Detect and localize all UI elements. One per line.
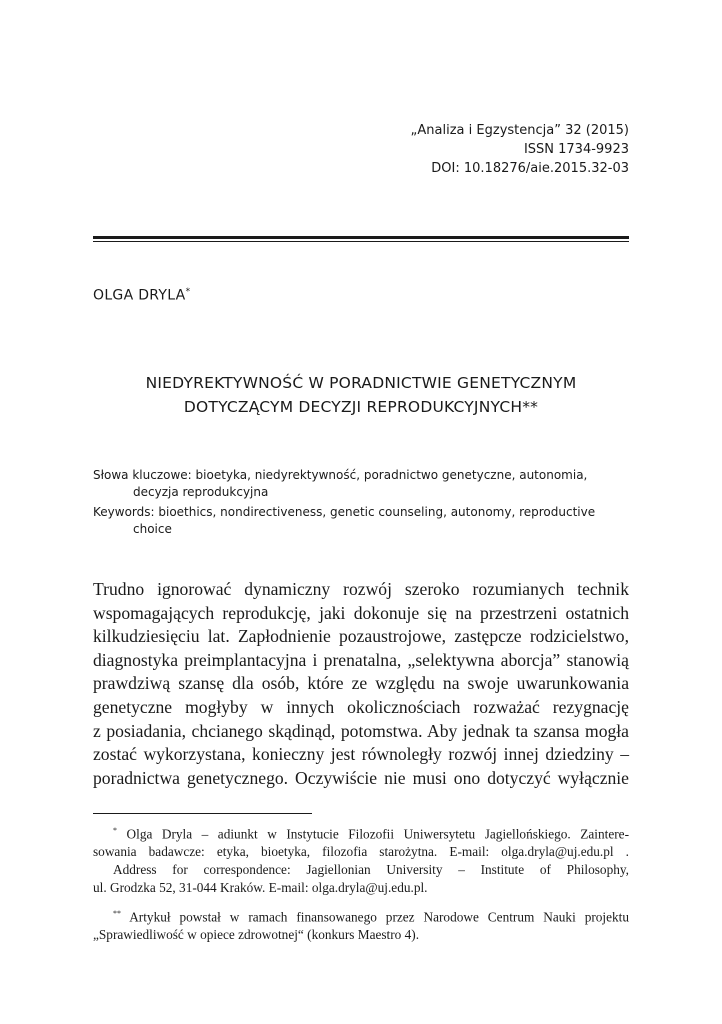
footnote-2-line-2: „Sprawiedliwość w opiece zdrowotnej“ (konkurs Maestro 4). — [93, 927, 420, 943]
author-name-text: OLGA DRYLA — [93, 287, 186, 304]
article-title — [93, 371, 629, 419]
footnote-2-line-1-text: Artykuł powstał w ramach finansowanego przez Narodowe Centrum Nauki projektu — [129, 909, 630, 925]
body-line: wspomagających reprodukcję, jaki dokonuje się na przestrzeni ostatnich — [93, 602, 629, 623]
header-rule-thin — [93, 241, 629, 242]
body-line: diagnostyka preimplantacyjna i prenatalna, „selektywna aborcja” stanowią — [93, 649, 629, 670]
keywords-en-line-2: choice — [133, 522, 172, 536]
keywords-pl-line-2: decyzja reprodukcyjna — [133, 485, 269, 499]
journal-header — [410, 121, 629, 178]
title-line-1: NIEDYREKTYWNOŚĆ W PORADNICTWIE GENETYCZNYM — [145, 374, 577, 392]
footnote-1-line-1 — [93, 822, 629, 843]
journal-citation: „Analiza i Egzystencja” 32 (2015) — [410, 123, 629, 138]
author-footnote-mark[interactable]: * — [185, 287, 191, 297]
footnote-1-mark: * — [113, 826, 117, 835]
keywords-en-line-1: Keywords: bioethics, nondirectiveness, genetic counseling, autonomy, reproductive — [93, 505, 596, 519]
body-line: Trudno ignorować dynamiczny rozwój szeroko rozumianych technik — [93, 579, 629, 599]
body-line: kilkudziesięciu lat. Zapłodnienie pozaustrojowe, zastępcze rodzicielstwo, — [93, 626, 629, 647]
body-line: z posiadania, chcianego skądinąd, potomstwa. Aby jednak ta szansa mogła — [93, 720, 629, 741]
keywords-pl-line-1: Słowa kluczowe: bioetyka, niedyrektywność, poradnictwo genetyczne, autonomia, — [93, 468, 588, 482]
header-rule-thick — [93, 236, 629, 239]
author-name — [93, 287, 190, 304]
footnote-separator — [93, 813, 312, 814]
body-line: genetyczne mogłyby w innych okolicznościach rozważać rezygnację — [93, 696, 629, 717]
footnote-2 — [93, 905, 629, 944]
keywords-polish — [93, 467, 629, 501]
title-line-2: DOTYCZĄCYM DECYZJI REPRODUKCYJNYCH** — [183, 398, 539, 416]
body-line: zostać wykorzystana, konieczny jest równoległy rozwój innej dziedziny – — [93, 744, 629, 765]
journal-doi: DOI: 10.18276/aie.2015.32-03 — [431, 161, 629, 176]
journal-issn: ISSN 1734-9923 — [523, 142, 629, 157]
footnote-2-mark: ** — [113, 909, 121, 918]
footnote-2-line-1 — [93, 905, 629, 926]
keywords-english — [93, 504, 629, 538]
footnote-1-line-3: Address for correspondence: Jagiellonian University – Institute of Philosophy, — [113, 862, 629, 878]
footnote-1-line-1-text: Olga Dryla – adiunkt w Instytucie Filozofii Uniwersytetu Jagiellońskiego. Zaintere- — [126, 826, 629, 842]
footnote-1-line-2: sowania badawcze: etyka, bioetyka, filozofia starożytna. E-mail: olga.dryla@uj.edu.pl . — [93, 844, 629, 860]
footnote-1-line-4: ul. Grodzka 52, 31-044 Kraków. E-mail: olga.dryla@uj.edu.pl. — [93, 880, 428, 896]
footnote-1 — [93, 822, 629, 897]
body-line: poradnictwa genetycznego. Oczywiście nie musi ono dotyczyć wyłącznie — [93, 767, 629, 788]
body-line: prawdziwą szansę dla osób, które ze względu na swoje uwarunkowania — [93, 673, 629, 694]
body-paragraph — [93, 578, 629, 790]
